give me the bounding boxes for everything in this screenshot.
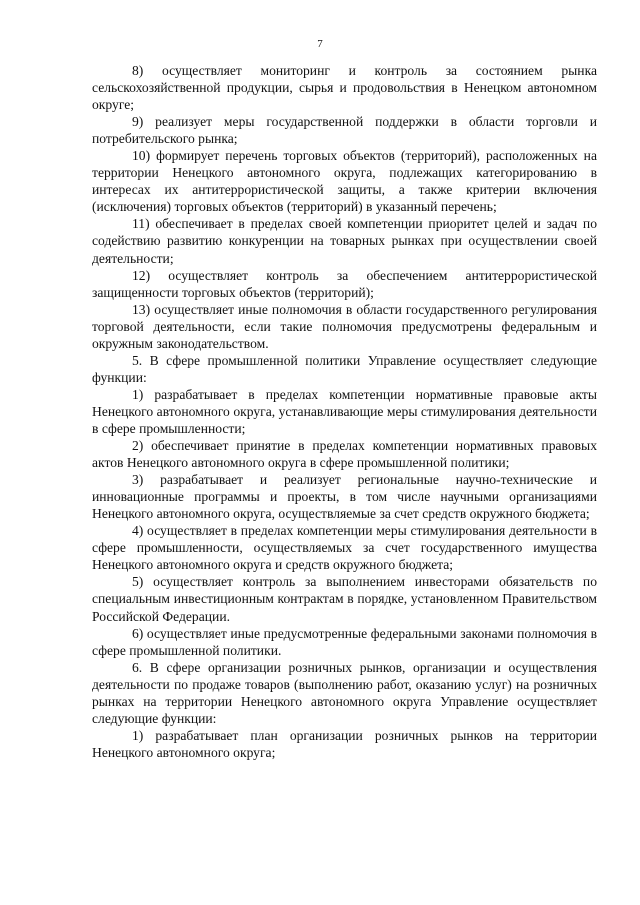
paragraph: 1) разрабатывает план организации розничных рынков на территории Ненецкого автономного округа; bbox=[92, 727, 597, 760]
paragraph: 6) осуществляет иные предусмотренные федеральными законами полномочия в сфере промышленной политики. bbox=[92, 625, 597, 658]
paragraph: 5) осуществляет контроль за выполнением инвесторами обязательств по специальным инвестиционным контрактам в порядке, установленном Правительством Российской Федерации. bbox=[92, 574, 597, 624]
paragraph: 11) обеспечивает в пределах своей компетенции приоритет целей и задач по содействию развитию конкуренции на товарных рынках при осуществлении своей деятельности; bbox=[92, 216, 597, 266]
section-heading-paragraph: 5. В сфере промышленной политики Управление осуществляет следующие функции: bbox=[92, 352, 597, 385]
page-number: 7 bbox=[317, 38, 323, 50]
paragraph: 2) обеспечивает принятие в пределах компетенции нормативных правовых актов Ненецкого автономного округа в сфере промышленной политики; bbox=[92, 438, 597, 471]
paragraph: 10) формирует перечень торговых объектов (территорий), расположенных на территории Ненецкого автономного округа, подлежащих категорированию в интересах их антитеррористической защиты, а также критерии включения (исключения) торговых объектов (территорий) в указанный перечень; bbox=[92, 148, 597, 215]
document-body bbox=[92, 62, 597, 761]
paragraph: 8) осуществляет мониторинг и контроль за состоянием рынка сельскохозяйственной продукции, сырья и продовольствия в Ненецком автономном округе; bbox=[92, 63, 597, 113]
paragraph: 12) осуществляет контроль за обеспечением антитеррористической защищенности торговых объектов (территорий); bbox=[92, 267, 597, 300]
paragraph: 4) осуществляет в пределах компетенции меры стимулирования деятельности в сфере промышленности, осуществляемых за счет государственного имущества Ненецкого автономного округа и средств окружного бюджета; bbox=[92, 523, 597, 573]
section-heading-paragraph: 6. В сфере организации розничных рынков, организации и осуществления деятельности по продаже товаров (выполнению работ, оказанию услуг) на розничных рынках на территории Ненецкого автономного округа Управление осуществляет следующие функции: bbox=[92, 659, 597, 726]
paragraph: 1) разрабатывает в пределах компетенции нормативные правовые акты Ненецкого автономного округа, устанавливающие меры стимулирования деятельности в сфере промышленности; bbox=[92, 386, 597, 436]
paragraph: 3) разрабатывает и реализует региональные научно-технические и инновационные программы и проекты, в том числе научными организациями Ненецкого автономного округа, осуществляемые за счет средств окружного бюджета; bbox=[92, 472, 597, 522]
paragraph: 13) осуществляет иные полномочия в области государственного регулирования торговой деятельности, если такие полномочия предусмотрены федеральным и окружным законодательством. bbox=[92, 301, 597, 351]
paragraph: 9) реализует меры государственной поддержки в области торговли и потребительского рынка; bbox=[92, 114, 597, 147]
